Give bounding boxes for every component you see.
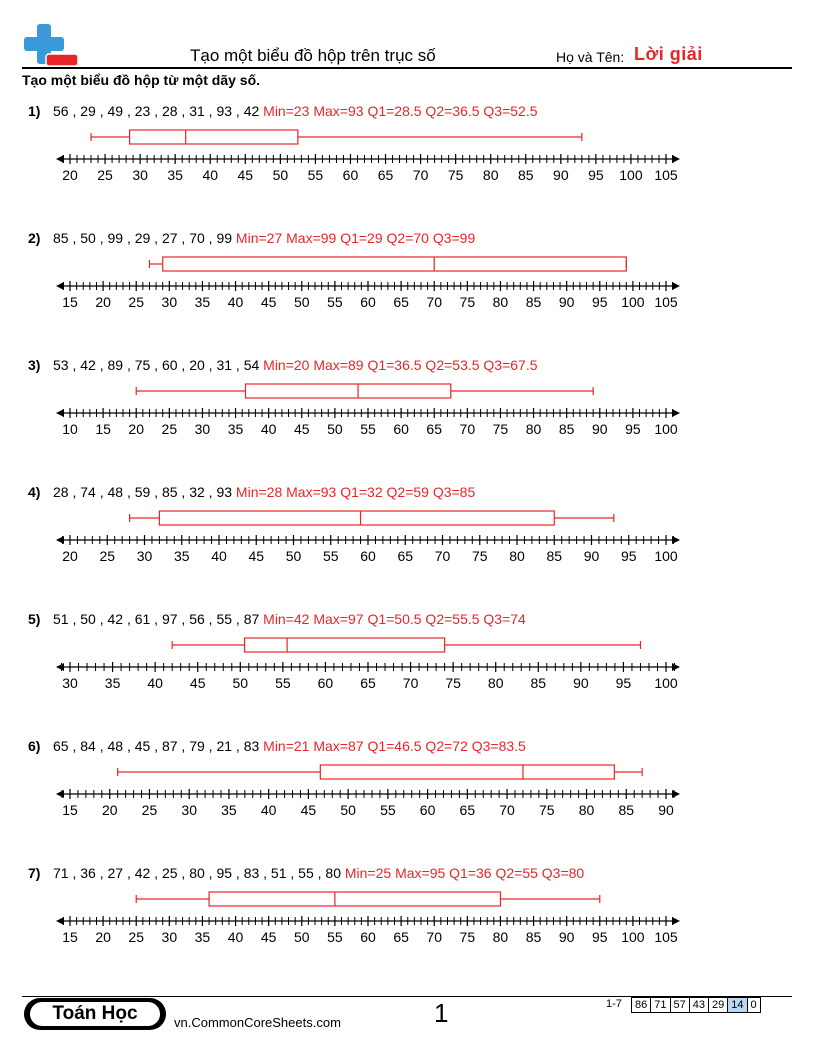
tick-label: 40: [211, 548, 227, 564]
tick-label: 25: [161, 421, 178, 437]
tick-label: 90: [583, 548, 600, 564]
tick-label: 75: [459, 294, 476, 310]
tick-label: 80: [492, 929, 509, 945]
tick-label: 65: [393, 294, 409, 310]
number-line: [56, 789, 680, 818]
tick-label: 80: [487, 675, 504, 691]
tick-label: 65: [397, 548, 414, 564]
box-plot-number-line: [0, 738, 816, 838]
box-plot: [136, 384, 593, 398]
box-plot: [118, 765, 642, 779]
iqr-box: [209, 892, 500, 906]
problem-number: 1): [28, 103, 41, 119]
left-arrow-icon: [56, 409, 64, 417]
tick-label: 100: [621, 294, 645, 310]
problem-number: 6): [28, 738, 41, 754]
tick-label: 85: [525, 294, 542, 310]
tick-label: 85: [558, 421, 575, 437]
tick-label: 70: [459, 421, 476, 437]
tick-label: 100: [619, 167, 643, 183]
worksheet-title: Tạo một biểu đồ hộp trên trục số: [190, 46, 436, 65]
tick-label: 30: [62, 675, 78, 691]
tick-label: 80: [525, 421, 542, 437]
problem-number: 7): [28, 865, 41, 881]
iqr-box: [320, 765, 614, 779]
tick-label: 90: [553, 167, 569, 183]
score-cell: 14: [727, 997, 747, 1013]
tick-label: 45: [300, 802, 317, 818]
header-divider: [22, 67, 792, 69]
tick-label: 35: [227, 421, 244, 437]
tick-label: 95: [591, 294, 608, 310]
tick-label: 15: [95, 421, 111, 437]
number-line: [56, 154, 680, 183]
tick-label: 45: [237, 167, 254, 183]
name-value: Lời giải: [634, 44, 703, 64]
score-table: [632, 997, 761, 1013]
score-range-label: 1-7: [606, 998, 622, 1010]
data-set: 28 , 74 , 48 , 59 , 85 , 32 , 93: [53, 484, 236, 500]
tick-label: 55: [275, 675, 291, 691]
answer-summary: Min=27 Max=99 Q1=29 Q2=70 Q3=99: [235, 230, 476, 246]
tick-label: 105: [654, 929, 678, 945]
tick-label: 45: [248, 548, 265, 564]
tick-label: 40: [202, 167, 219, 183]
iqr-box: [245, 638, 445, 652]
box-plot-number-line: [0, 230, 816, 330]
tick-label: 100: [654, 421, 678, 437]
problem-4: [0, 484, 816, 604]
tick-label: 85: [618, 802, 635, 818]
number-line: [56, 916, 680, 945]
tick-label: 60: [342, 167, 359, 183]
tick-label: 20: [101, 802, 118, 818]
tick-label: 60: [360, 929, 376, 945]
left-arrow-icon: [56, 917, 64, 925]
tick-label: 55: [322, 548, 339, 564]
right-arrow-icon: [672, 282, 680, 290]
tick-label: 75: [471, 548, 488, 564]
tick-label: 70: [402, 675, 419, 691]
tick-label: 55: [327, 929, 343, 945]
problem-7: [0, 865, 816, 985]
score-cell: 0: [747, 997, 761, 1013]
tick-label: 90: [591, 421, 608, 437]
tick-label: 70: [426, 294, 443, 310]
tick-label: 45: [260, 929, 277, 945]
tick-label: 50: [293, 929, 310, 945]
tick-label: 60: [419, 802, 436, 818]
tick-label: 30: [136, 548, 153, 564]
box-plot: [149, 257, 626, 271]
data-set: 56 , 29 , 49 , 23 , 28 , 31 , 93 , 42: [53, 103, 264, 119]
iqr-box: [163, 257, 627, 271]
tick-label: 40: [227, 929, 244, 945]
box-plot: [172, 638, 640, 652]
problem-1: [0, 103, 816, 223]
score-cell: 43: [689, 997, 709, 1013]
box-plot-number-line: [0, 484, 816, 584]
tick-label: 75: [447, 167, 464, 183]
tick-label: 35: [104, 675, 121, 691]
right-arrow-icon: [672, 917, 680, 925]
tick-label: 70: [426, 929, 443, 945]
tick-label: 50: [293, 294, 310, 310]
box-plot-number-line: [0, 357, 816, 457]
tick-label: 55: [380, 802, 396, 818]
number-line: [56, 408, 680, 437]
tick-label: 65: [459, 802, 476, 818]
data-set: 85 , 50 , 99 , 29 , 27 , 70 , 99: [53, 230, 236, 246]
problem-3: [0, 357, 816, 477]
iqr-box: [245, 384, 450, 398]
score-cell: 71: [650, 997, 670, 1013]
answer-summary: Min=25 Max=95 Q1=36 Q2=55 Q3=80: [344, 865, 585, 881]
tick-label: 55: [360, 421, 376, 437]
tick-label: 40: [260, 421, 277, 437]
tick-label: 60: [317, 675, 334, 691]
tick-label: 50: [272, 167, 289, 183]
answer-summary: Min=23 Max=93 Q1=28.5 Q2=36.5 Q3=52.5: [263, 103, 538, 119]
tick-label: 35: [173, 548, 190, 564]
tick-label: 100: [621, 929, 645, 945]
score-cell: 29: [708, 997, 728, 1013]
tick-label: 20: [128, 421, 145, 437]
tick-label: 80: [492, 294, 509, 310]
tick-label: 30: [194, 421, 211, 437]
tick-label: 15: [62, 929, 78, 945]
tick-label: 95: [588, 167, 604, 183]
tick-label: 50: [232, 675, 249, 691]
box-plot-number-line: [0, 611, 816, 711]
tick-label: 50: [285, 548, 302, 564]
problem-number: 4): [28, 484, 41, 500]
number-line: [56, 281, 680, 310]
tick-label: 105: [654, 167, 678, 183]
brand-name: Toán Học: [30, 1002, 160, 1026]
tick-label: 45: [189, 675, 206, 691]
answer-summary: Min=21 Max=87 Q1=46.5 Q2=72 Q3=83.5: [263, 738, 526, 754]
tick-label: 95: [620, 548, 637, 564]
data-set: 71 , 36 , 27 , 42 , 25 , 80 , 95 , 83 , 51 , 55 , 80: [53, 865, 345, 881]
tick-label: 30: [161, 929, 178, 945]
tick-label: 75: [539, 802, 555, 818]
tick-label: 30: [181, 802, 197, 818]
tick-label: 75: [445, 675, 461, 691]
data-set: 53 , 42 , 89 , 75 , 60 , 20 , 31 , 54: [53, 357, 264, 373]
tick-label: 60: [360, 548, 376, 564]
tick-label: 80: [482, 167, 499, 183]
tick-label: 35: [167, 167, 183, 183]
iqr-box: [159, 511, 554, 525]
tick-label: 100: [654, 548, 678, 564]
tick-label: 75: [459, 929, 476, 945]
tick-label: 70: [412, 167, 429, 183]
brand-logo: [24, 998, 166, 1030]
tick-label: 65: [360, 675, 376, 691]
iqr-box: [130, 130, 298, 144]
tick-label: 65: [426, 421, 443, 437]
tick-label: 80: [509, 548, 525, 564]
tick-label: 20: [95, 294, 111, 310]
tick-label: 30: [161, 294, 178, 310]
tick-label: 35: [194, 294, 211, 310]
tick-label: 15: [62, 802, 78, 818]
tick-label: 65: [377, 167, 394, 183]
site-url: vn.CommonCoreSheets.com: [174, 1015, 341, 1030]
name-label: Họ và Tên:: [556, 49, 625, 65]
tick-label: 35: [194, 929, 211, 945]
answer-summary: Min=20 Max=89 Q1=36.5 Q2=53.5 Q3=67.5: [263, 357, 538, 373]
tick-label: 95: [615, 675, 632, 691]
tick-label: 70: [434, 548, 451, 564]
answer-summary: Min=42 Max=97 Q1=50.5 Q2=55.5 Q3=74: [263, 611, 526, 627]
tick-label: 25: [128, 929, 145, 945]
tick-label: 85: [525, 929, 542, 945]
problem-5: [0, 611, 816, 731]
score-cell: 57: [670, 997, 690, 1013]
tick-label: 55: [307, 167, 324, 183]
tick-label: 35: [221, 802, 237, 818]
score-cell: 86: [631, 997, 651, 1013]
box-plot-number-line: [0, 103, 816, 203]
tick-label: 65: [393, 929, 409, 945]
right-arrow-icon: [672, 790, 680, 798]
tick-label: 25: [99, 548, 116, 564]
tick-label: 90: [558, 929, 575, 945]
number-line: [56, 535, 680, 564]
tick-label: 95: [591, 929, 608, 945]
tick-label: 95: [625, 421, 641, 437]
left-arrow-icon: [56, 790, 64, 798]
tick-label: 60: [360, 294, 376, 310]
tick-label: 25: [128, 294, 145, 310]
right-arrow-icon: [672, 409, 680, 417]
instructions: Tạo một biểu đồ hộp từ một dãy số.: [22, 72, 261, 88]
tick-label: 80: [578, 802, 595, 818]
tick-label: 90: [573, 675, 589, 691]
tick-label: 85: [546, 548, 563, 564]
tick-label: 90: [658, 802, 674, 818]
tick-label: 85: [517, 167, 534, 183]
left-arrow-icon: [56, 282, 64, 290]
tick-label: 10: [62, 421, 78, 437]
tick-label: 40: [147, 675, 163, 691]
tick-label: 55: [327, 294, 343, 310]
tick-label: 20: [95, 929, 111, 945]
box-plot: [130, 511, 614, 525]
data-set: 51 , 50 , 42 , 61 , 97 , 56 , 55 , 87: [53, 611, 264, 627]
tick-label: 50: [340, 802, 356, 818]
tick-label: 50: [327, 421, 343, 437]
tick-label: 20: [62, 167, 78, 183]
tick-label: 15: [62, 294, 78, 310]
tick-label: 90: [558, 294, 575, 310]
tick-label: 30: [132, 167, 148, 183]
problem-number: 2): [28, 230, 41, 246]
page-number: 1: [434, 998, 449, 1028]
tick-label: 70: [499, 802, 515, 818]
box-plot-number-line: [0, 865, 816, 965]
tick-label: 25: [97, 167, 113, 183]
number-line: [56, 662, 680, 691]
tick-label: 45: [260, 294, 277, 310]
tick-label: 25: [141, 802, 158, 818]
left-arrow-icon: [56, 663, 64, 671]
tick-label: 85: [530, 675, 547, 691]
tick-label: 40: [260, 802, 277, 818]
problem-6: [0, 738, 816, 858]
answer-summary: Min=28 Max=93 Q1=32 Q2=59 Q3=85: [235, 484, 476, 500]
right-arrow-icon: [672, 663, 680, 671]
tick-label: 60: [393, 421, 409, 437]
problem-number: 5): [28, 611, 41, 627]
box-plot: [91, 130, 582, 144]
box-plot: [136, 892, 600, 906]
problem-number: 3): [28, 357, 41, 373]
tick-label: 40: [227, 294, 244, 310]
tick-label: 105: [654, 294, 678, 310]
plus-minus-logo-icon: [22, 22, 80, 70]
data-set: 65 , 84 , 48 , 45 , 87 , 79 , 21 , 83: [53, 738, 264, 754]
tick-label: 100: [654, 675, 678, 691]
tick-label: 75: [492, 421, 509, 437]
tick-label: 20: [62, 548, 78, 564]
problem-2: [0, 230, 816, 350]
tick-label: 45: [293, 421, 310, 437]
